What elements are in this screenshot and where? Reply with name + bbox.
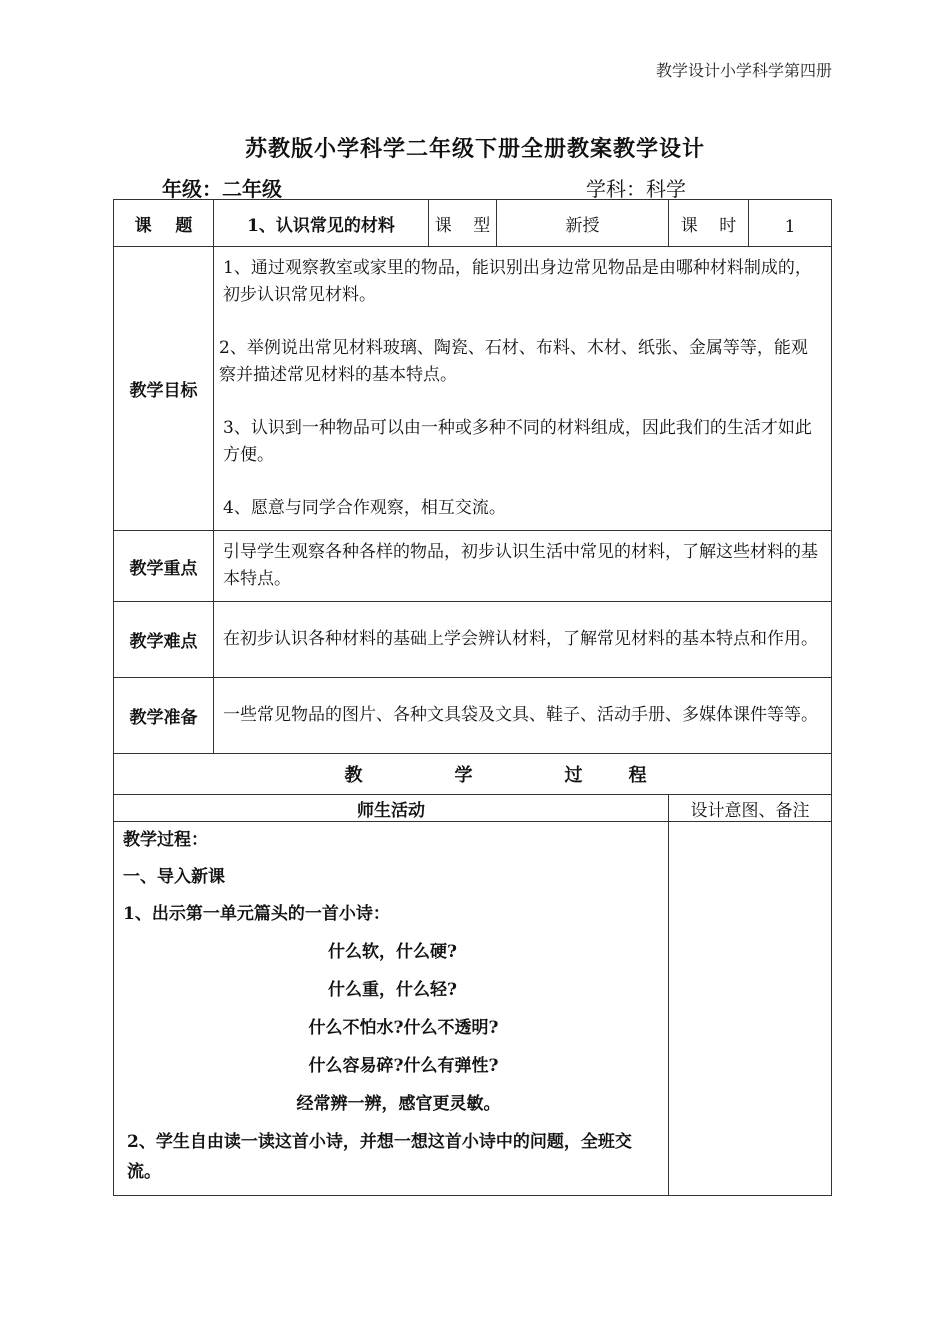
process-title-char: 学 [454,765,473,786]
activity-content [114,822,669,1196]
notes-column-header: 设计意图、备注 [669,795,832,822]
difficulties-text: 在初步认识各种材料的基础上学会辨认材料，了解常见材料的基本特点和作用。 [214,602,832,678]
topic-label: 课 题 [114,200,214,247]
lesson-header-row [114,200,832,247]
section-heading: 一、导入新课 [123,867,225,887]
process-title [114,754,832,795]
process-body-row [114,822,832,1196]
key-points-text: 引导学生观察各种各样的物品，初步认识生活中常见的材料，了解这些材料的基本特点。 [214,531,832,602]
process-title-char: 教 [344,765,363,786]
grade-label: 年级：二年级 [162,177,282,201]
objective-item: 1、通过观察教室或家里的物品，能识别出身边常见物品是由哪种材料制成的，初步认识常见材料。 [223,258,812,305]
document-title: 苏教版小学科学二年级下册全册教案教学设计 [244,136,705,162]
poem-line: 经常辨一辨，感官更灵敏。 [296,1094,501,1114]
activity-column-header: 师生活动 [114,795,669,822]
poem-line: 什么容易碎?什么有弹性? [308,1056,499,1076]
objectives-row [114,247,832,531]
preparation-row [114,678,832,754]
process-title-char: 程 [628,765,647,786]
process-heading: 教学过程： [123,830,208,850]
lesson-plan-table [113,199,832,1196]
hours-value: 1 [749,200,832,247]
preparation-text: 一些常见物品的图片、各种文具袋及文具、鞋子、活动手册、多媒体课件等等。 [214,678,832,754]
objective-item: 2、举例说出常见材料玻璃、陶瓷、石材、布料、木材、纸张、金属等等，能观察并描述常见材料的基本特点。 [219,338,808,385]
poem-line: 什么重，什么轻? [328,980,457,1000]
subject-label: 学科：科学 [586,177,686,201]
topic-value: 1、认识常见的材料 [214,200,429,247]
preparation-label: 教学准备 [114,678,214,754]
process-title-row [114,754,832,795]
difficulties-label: 教学难点 [114,602,214,678]
key-points-label: 教学重点 [114,531,214,602]
type-label: 课 型 [429,200,497,247]
objective-item: 4、愿意与同学合作观察，相互交流。 [223,498,506,518]
hours-label: 课 时 [669,200,749,247]
poem-line: 什么软，什么硬? [328,942,457,962]
objectives-content [214,247,832,531]
poem-line: 什么不怕水?什么不透明? [308,1018,499,1038]
notes-content [669,822,832,1196]
process-columns-row [114,795,832,822]
step-1: 1、出示第一单元篇头的一首小诗： [123,904,390,924]
running-head: 教学设计小学科学第四册 [655,61,832,80]
type-value: 新授 [497,200,669,247]
difficulties-row [114,602,832,678]
objective-item: 3、认识到一种物品可以由一种或多种不同的材料组成，因此我们的生活才如此方便。 [223,418,812,465]
process-title-char: 过 [564,765,583,786]
step-2: 2、学生自由读一读这首小诗，并想一想这首小诗中的问题，全班交流。 [127,1132,632,1182]
objectives-label: 教学目标 [114,247,214,531]
key-points-row [114,531,832,602]
